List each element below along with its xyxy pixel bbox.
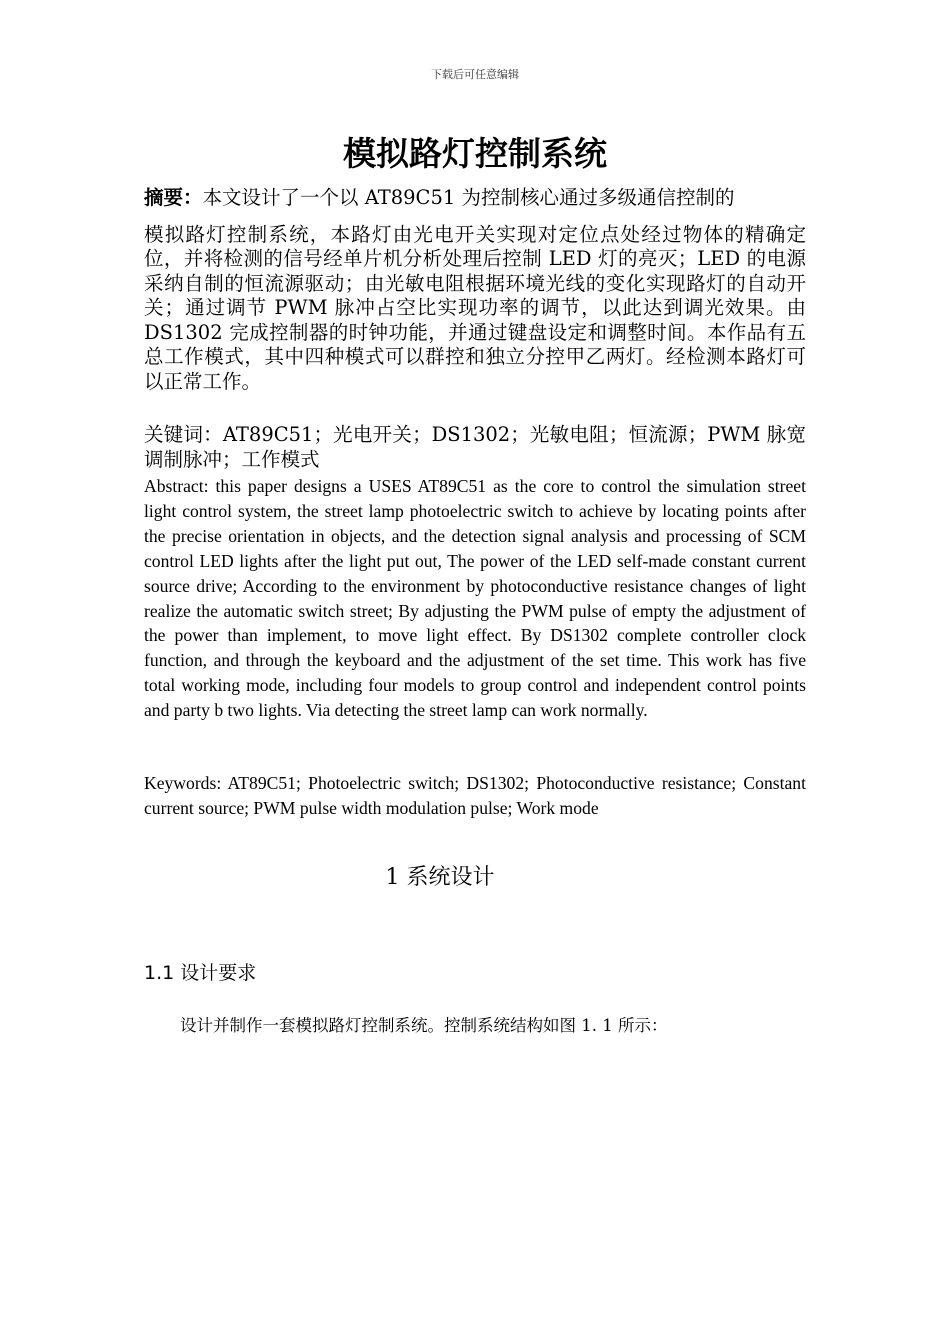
section-heading-1: 1 系统设计	[385, 865, 495, 890]
chinese-abstract-lead	[144, 186, 806, 211]
chinese-abstract-body: 模拟路灯控制系统，本路灯由光电开关实现对定位点处经过物体的精确定位，并将检测的信号经单片机分析处理后控制 LED 灯的亮灭；LED 的电源采纳自制的恒流源驱动；由光敏电阻根据环境光线的变化实现路灯的自动开关；通过调节 PWM 脉冲占空比实现功率的调节，以此达到调光效果。由 DS1302 完成控制器的时钟功能，并通过键盘设定和调整时间。本作品有五总工作模式，其中四种模式可以群控和独立分控甲乙两灯。经检测本路灯可以正常工作。	[144, 222, 806, 393]
body-paragraph: 设计并制作一套模拟路灯控制系统。控制系统结构如图 1. 1 所示：	[180, 1016, 668, 1035]
english-keywords: Keywords: AT89C51; Photoelectric switch; DS1302; Photoconductive resistance; Constant current source; PWM pulse width modulation pulse; Work mode	[144, 773, 806, 818]
section-heading-1-1: 1.1 设计要求	[144, 962, 257, 984]
document-title: 模拟路灯控制系统	[343, 134, 607, 173]
header-note: 下载后可任意编辑	[431, 68, 519, 81]
abstract-label: 摘要：	[144, 186, 203, 209]
abstract-first-line: 本文设计了一个以 AT89C51 为控制核心通过多级通信控制的	[202, 186, 735, 209]
chinese-abstract	[144, 186, 806, 394]
english-abstract: Abstract: this paper designs a USES AT89C51 as the core to control the simulation street light control system, the street lamp photoelectric switch to achieve by locating points after the precise orientation in objects, and the detection signal analysis and processing of SCM control LED lights after the light put out, The power of the LED self-made constant current source drive; According to the environment by photoconductive resistance changes of light realize the automatic switch street; By adjusting the PWM pulse of empty the adjustment of the power than implement, to move light effect. By DS1302 complete controller clock function, and through the keyboard and the adjustment of the set time. This work has five total working mode, including four models to group control and independent control points and party b two lights. Via detecting the street lamp can work normally.	[144, 476, 806, 721]
chinese-keywords: 关键词：AT89C51；光电开关；DS1302；光敏电阻；恒流源；PWM 脉宽调制脉冲；工作模式	[144, 423, 806, 471]
